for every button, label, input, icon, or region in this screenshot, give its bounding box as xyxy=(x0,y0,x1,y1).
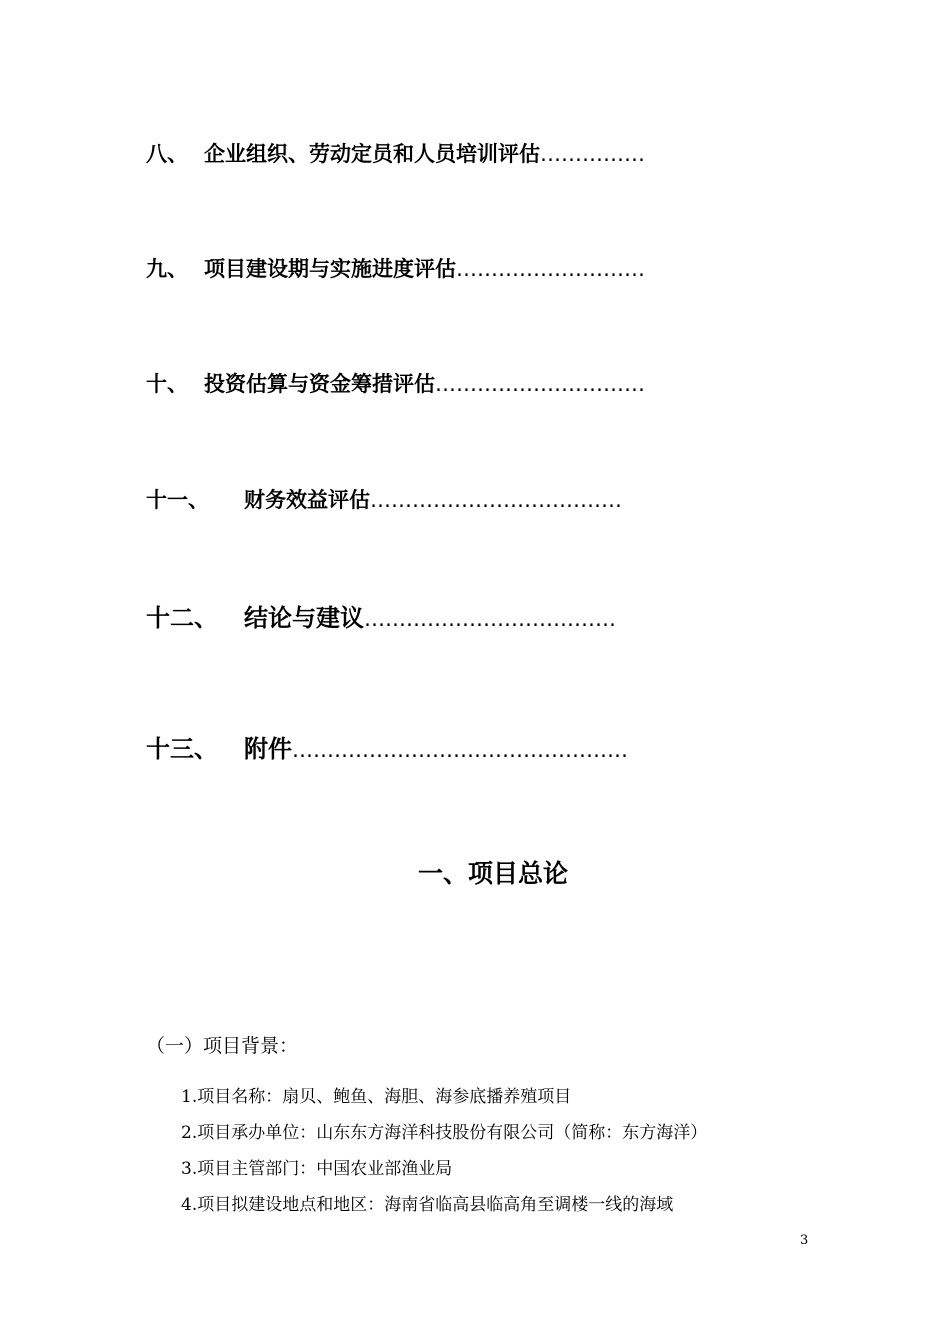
toc-title: 结论与建议……………………………… xyxy=(244,604,616,632)
toc-leader-dots: …………… xyxy=(540,142,645,166)
toc-row xyxy=(146,368,766,408)
list-item: 1.项目名称：扇贝、鲍鱼、海胆、海参底播养殖项目 xyxy=(181,1087,572,1107)
toc-title: 财务效益评估……………………………… xyxy=(244,488,622,512)
list-item: 2.项目承办单位：山东东方海洋科技股份有限公司（简称：东方海洋） xyxy=(181,1123,708,1143)
toc-number: 十三、 xyxy=(146,735,218,763)
toc-leader-dots: ……………………… xyxy=(456,257,645,281)
toc-leader-dots: ……………………………… xyxy=(364,607,616,631)
toc-leader-dots: ………………………………………… xyxy=(292,738,628,762)
toc-title: 投资估算与资金筹措评估………………………… xyxy=(204,372,645,396)
toc-title: 企业组织、劳动定员和人员培训评估…………… xyxy=(204,142,645,166)
toc-title: 附件………………………………………… xyxy=(244,735,628,763)
toc-number: 九、 xyxy=(146,257,188,281)
toc-row xyxy=(146,729,766,769)
toc-number: 十二、 xyxy=(146,604,218,632)
list-item: 4.项目拟建设地点和地区：海南省临高县临高角至调楼一线的海域 xyxy=(181,1195,674,1215)
list-item: 3.项目主管部门：中国农业部渔业局 xyxy=(181,1159,453,1179)
toc-number: 十、 xyxy=(146,372,188,396)
toc-row xyxy=(146,598,766,638)
toc-row xyxy=(146,138,766,178)
toc-number: 八、 xyxy=(146,142,188,166)
toc-row xyxy=(146,253,766,293)
toc-number: 十一、 xyxy=(146,488,209,512)
section-heading: 一、项目总论 xyxy=(418,859,569,888)
subsection-heading: （一）项目背景： xyxy=(146,1035,299,1057)
page-number: 3 xyxy=(800,1233,809,1248)
toc-title: 项目建设期与实施进度评估……………………… xyxy=(204,257,645,281)
toc-row xyxy=(146,484,766,524)
toc-leader-dots: ……………………………… xyxy=(370,488,622,512)
toc-leader-dots: ………………………… xyxy=(435,372,645,396)
